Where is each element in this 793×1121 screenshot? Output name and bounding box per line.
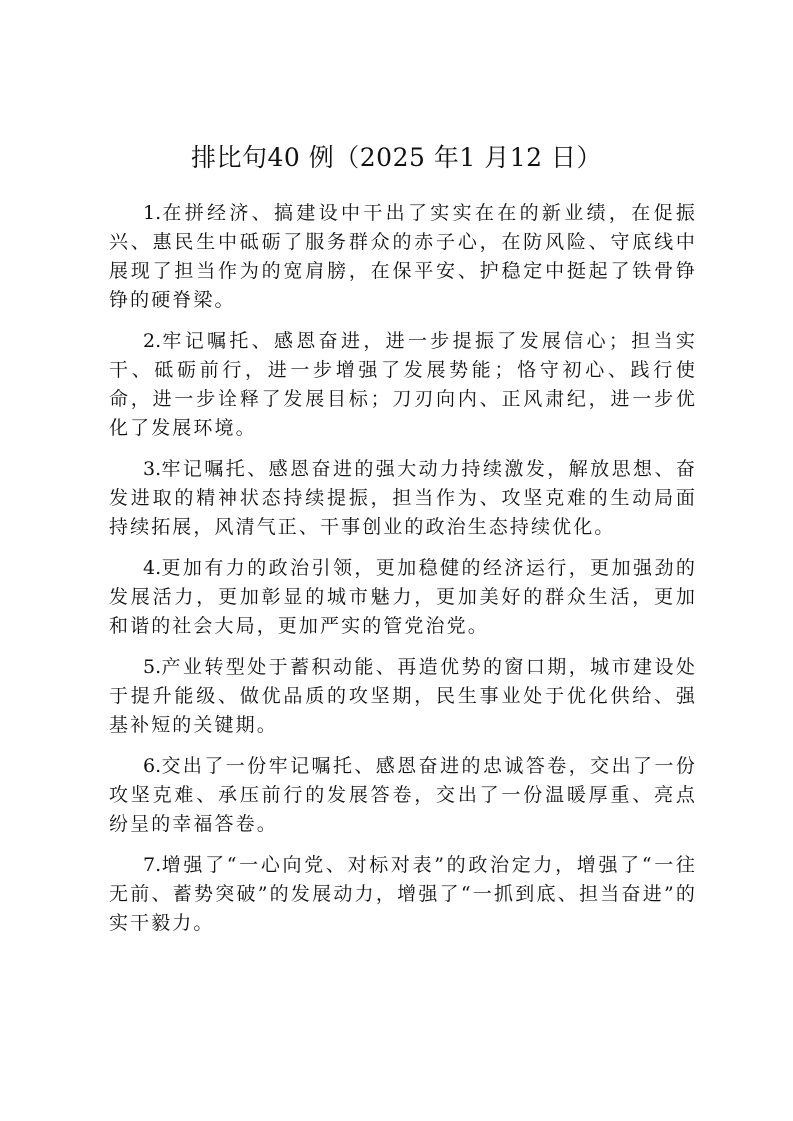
paragraph-number: 4. [143,557,162,579]
document-title: 排比句40 例（2025 年1 月12 日） [191,143,602,172]
paragraph-5 [109,653,697,740]
paragraph-number: 5. [143,656,162,678]
paragraph-text: 更加有力的政治引领，更加稳健的经济运行，更加强劲的发展活力，更加彰显的城市魅力，更加美好的群众生活，更加和谐的社会大局，更加严实的管党治党。 [109,557,697,637]
paragraph-number: 1. [143,202,162,224]
paragraph-text: 增强了“一心向党、对标对表”的政治定力，增强了“一往无前、蓄势突破”的发展动力，增强了“一抓到底、担当奋进”的实干毅力。 [109,854,697,934]
paragraph-2 [109,327,697,443]
paragraph-1 [109,199,697,315]
paragraph-number: 3. [143,458,162,480]
paragraph-6 [109,752,697,839]
paragraph-number: 6. [143,755,162,777]
paragraph-3 [109,455,697,542]
paragraph-7 [109,851,697,938]
paragraph-text: 产业转型处于蓄积动能、再造优势的窗口期，城市建设处于提升能级、做优品质的攻坚期，民生事业处于优化供给、强基补短的关键期。 [109,656,697,736]
paragraph-number: 7. [143,854,162,876]
document-body [109,199,697,950]
paragraph-text: 在拼经济、搞建设中干出了实实在在的新业绩，在促振兴、惠民生中砥砺了服务群众的赤子心，在防风险、守底线中展现了担当作为的宽肩膀，在保平安、护稳定中挺起了铁骨铮铮的硬脊梁。 [109,202,697,311]
paragraph-4 [109,554,697,641]
paragraph-text: 牢记嘱托、感恩奋进的强大动力持续激发，解放思想、奋发进取的精神状态持续提振，担当作为、攻坚克难的生动局面持续拓展，风清气正、干事创业的政治生态持续优化。 [109,458,697,538]
paragraph-number: 2. [143,330,162,352]
paragraph-text: 牢记嘱托、感恩奋进，进一步提振了发展信心；担当实干、砥砺前行，进一步增强了发展势能；恪守初心、践行使命，进一步诠释了发展目标；刀刃向内、正风肃纪，进一步优化了发展环境。 [109,330,697,439]
paragraph-text: 交出了一份牢记嘱托、感恩奋进的忠诚答卷，交出了一份攻坚克难、承压前行的发展答卷，交出了一份温暖厚重、亮点纷呈的幸福答卷。 [109,755,697,835]
